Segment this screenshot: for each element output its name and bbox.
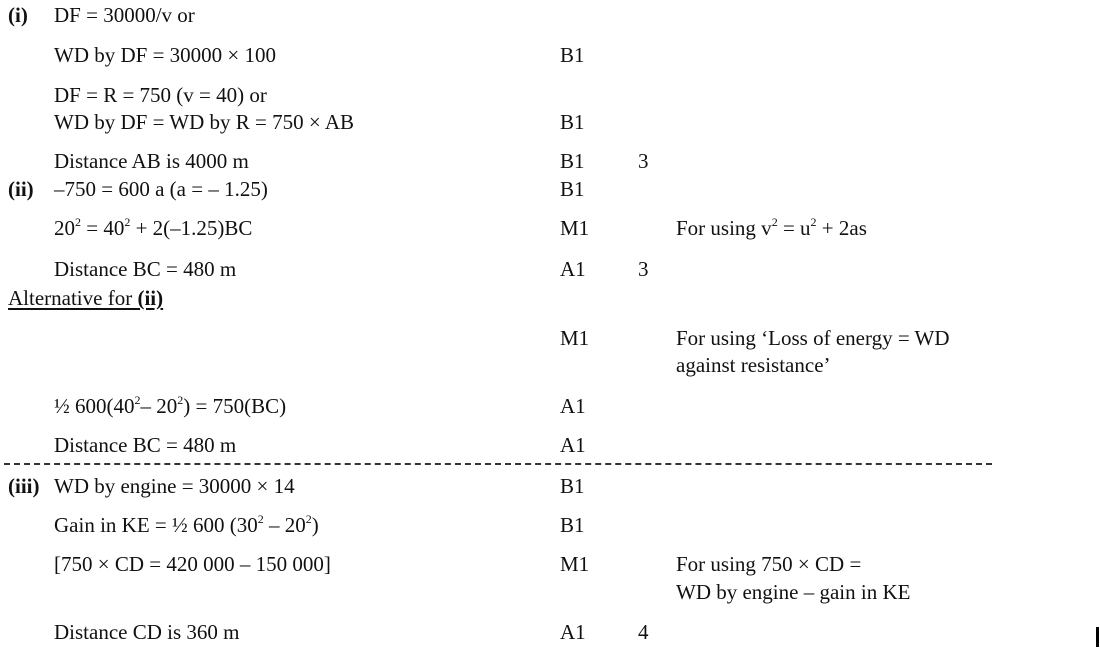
- working-line: $20^2 = 40^2 + 2(-1.25)BC$: [54, 215, 253, 240]
- dashed-divider: [4, 463, 992, 465]
- working-line: Distance AB is 4000 m: [54, 149, 249, 173]
- examiner-note: For using 750 × CD =: [676, 552, 862, 576]
- mark-code: B1: [560, 149, 585, 173]
- text-cursor-mark: [1096, 627, 1099, 647]
- mark-total: 3: [638, 257, 649, 281]
- mark-total: 4: [638, 620, 649, 644]
- mark-code: M1: [560, 216, 590, 240]
- part-label-iii: (iii): [8, 474, 40, 498]
- working-line: Distance CD is 360 m: [54, 620, 240, 644]
- examiner-note: WD by engine – gain in KE: [676, 580, 911, 604]
- mark-code: B1: [560, 43, 585, 67]
- working-line: DF = 30000/v or: [54, 3, 195, 27]
- working-line: WD by DF = WD by R = 750 × AB: [54, 110, 354, 134]
- mark-code: A1: [560, 433, 586, 457]
- mark-code: B1: [560, 110, 585, 134]
- working-line: ½ $600(40^2-$ $20^2) = 750(BC)$: [54, 393, 287, 418]
- mark-code: A1: [560, 257, 586, 281]
- working-line: DF = R = 750 (v = 40) or: [54, 83, 267, 107]
- mark-code: B1: [560, 177, 585, 201]
- mark-code: A1: [560, 394, 586, 418]
- mark-code: A1: [560, 620, 586, 644]
- working-line: Distance BC = 480 m: [54, 433, 237, 457]
- mark-code: M1: [560, 326, 590, 350]
- part-label-i: (i): [8, 3, 28, 27]
- mark-code: M1: [560, 552, 590, 576]
- working-line: WD by engine = 30000 × 14: [54, 474, 295, 498]
- working-line: [750 × CD = 420 000 – 150 000]: [54, 552, 331, 576]
- alternative-heading: Alternative for (ii): [8, 286, 164, 310]
- examiner-note: For using $v^2 = u^2 + 2as$: [676, 215, 867, 240]
- mark-code: B1: [560, 513, 585, 537]
- mark-total: 3: [638, 149, 649, 173]
- mark-code: B1: [560, 474, 585, 498]
- working-line: Gain in KE = ½ 600 $(30^2 - 20^2)$: [54, 512, 319, 537]
- part-label-ii: (ii): [8, 177, 34, 201]
- examiner-note: against resistance’: [676, 353, 831, 377]
- working-line: WD by DF = 30000 × 100: [54, 43, 277, 67]
- working-line: Distance BC = 480 m: [54, 257, 237, 281]
- examiner-note: For using ‘Loss of energy = WD: [676, 326, 950, 350]
- working-line: –750 = 600 a (a = – 1.25): [54, 177, 268, 201]
